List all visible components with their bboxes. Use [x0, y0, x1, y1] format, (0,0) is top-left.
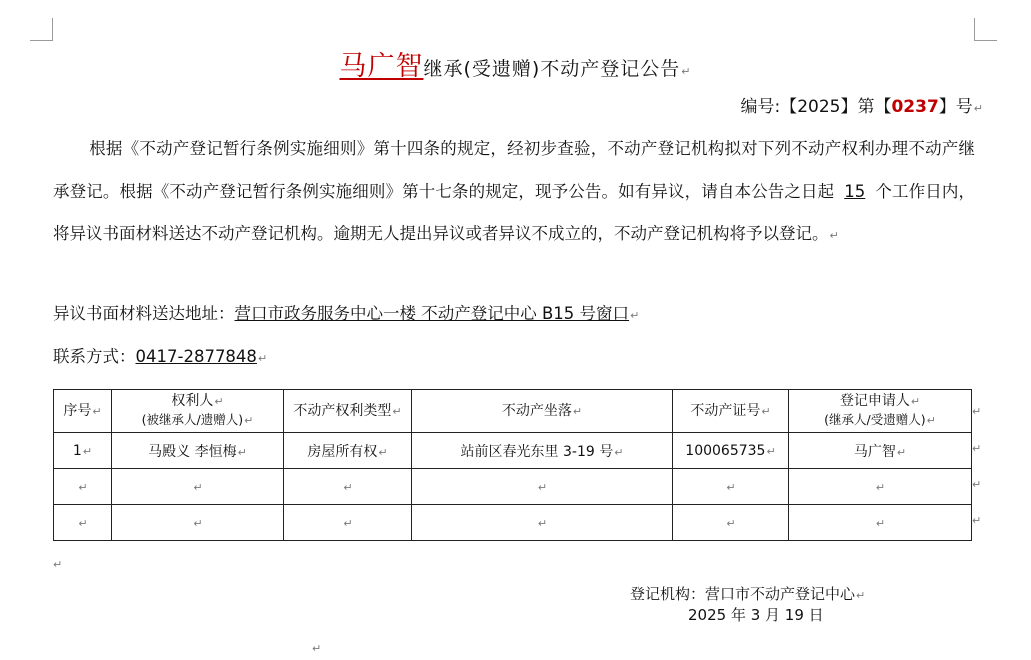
cell-cert-no: 100065735↵: [673, 433, 789, 469]
cell-right-type: 房屋所有权↵: [284, 433, 412, 469]
page-corner-top-left: [30, 18, 53, 41]
cell-applicant: 马广智↵: [789, 433, 972, 469]
header-right-type: 不动产权利类型↵: [284, 390, 412, 433]
docno-year: 2025: [797, 97, 841, 117]
empty-paragraph-mark-icon: ↵: [53, 558, 63, 571]
title-name: 马广智: [339, 51, 424, 82]
cell-empty: ↵: [673, 469, 789, 505]
header-applicant: 登记申请人↵ (继承人/受遗赠人)↵: [789, 390, 972, 433]
cell-empty: ↵: [284, 505, 412, 541]
contact-label: 联系方式：: [53, 347, 136, 366]
title-rest: 继承(受遗赠)不动产登记公告: [423, 58, 681, 80]
table-header-row: [54, 390, 972, 433]
page-corner-top-right: [974, 18, 997, 41]
empty-paragraph-mark-icon: ↵: [312, 642, 322, 655]
docno-suffix: 】号: [938, 97, 973, 117]
contact-line: [53, 343, 267, 367]
header-location: 不动产坐落↵: [412, 390, 673, 433]
notice-body: [53, 128, 975, 258]
paragraph-mark-icon: ↵: [681, 65, 692, 78]
row-end-mark-icon: ↵: [972, 478, 982, 491]
date-text: 2025 年 3 月 19 日: [688, 606, 824, 624]
table-row: [54, 433, 972, 469]
paragraph-mark-icon: ↵: [829, 229, 839, 242]
docno-middle: 】第【: [840, 97, 892, 117]
cell-holder: 马殿义 李恒梅↵: [112, 433, 284, 469]
table-row: [54, 469, 972, 505]
cell-empty: ↵: [112, 505, 284, 541]
cell-empty: ↵: [412, 469, 673, 505]
cell-location: 站前区春光东里 3-19 号↵: [412, 433, 673, 469]
notice-date: [688, 604, 824, 625]
cell-empty: ↵: [673, 505, 789, 541]
docno-prefix: 编号:【: [740, 97, 798, 117]
cell-empty: ↵: [789, 505, 972, 541]
cell-empty: ↵: [284, 469, 412, 505]
header-seq: 序号↵: [54, 390, 112, 433]
paragraph-mark-icon: ↵: [257, 352, 268, 365]
days-value: 15: [844, 181, 866, 201]
cell-empty: ↵: [412, 505, 673, 541]
document-number: [740, 92, 983, 117]
contact-value: 0417-2877848: [135, 347, 257, 366]
cell-empty: ↵: [54, 469, 112, 505]
paragraph-mark-icon: ↵: [973, 102, 983, 115]
row-end-mark-icon: ↵: [972, 405, 982, 418]
row-end-mark-icon: ↵: [972, 442, 982, 455]
notice-table: [53, 389, 972, 541]
address-value: 营口市政务服务中心一楼 不动产登记中心 B15 号窗口: [234, 304, 630, 323]
docno-number: 0237: [891, 97, 939, 117]
registration-org: [630, 583, 865, 604]
paragraph-mark-icon: ↵: [630, 309, 640, 322]
row-end-mark-icon: ↵: [972, 514, 982, 527]
body-before-days: 根据《不动产登记暂行条例实施细则》第十四条的规定，经初步查验，不动产登记机构拟对下列不动产权利办理不动产继承登记。根据《不动产登记暂行条例实施细则》第十七条的规定，现予公告。如有异议，请自本公告之日起: [53, 139, 975, 201]
cell-empty: ↵: [789, 469, 972, 505]
org-text: 登记机构：营口市不动产登记中心: [630, 585, 856, 603]
cell-seq: 1↵: [54, 433, 112, 469]
cell-empty: ↵: [54, 505, 112, 541]
table-row: [54, 505, 972, 541]
notice-title: [0, 44, 1031, 83]
address-label: 异议书面材料送达地址：: [53, 304, 235, 323]
cell-empty: ↵: [112, 469, 284, 505]
objection-address: [53, 300, 639, 324]
body-after-days: 个工作日内，将异议书面材料送达不动产登记机构。逾期无人提出异议或者异议不成立的，不动产登记机构将予以登记。: [53, 181, 976, 243]
header-holder: 权利人↵ (被继承人/遗赠人)↵: [112, 390, 284, 433]
header-cert-no: 不动产证号↵: [673, 390, 789, 433]
paragraph-mark-icon: ↵: [856, 589, 866, 602]
